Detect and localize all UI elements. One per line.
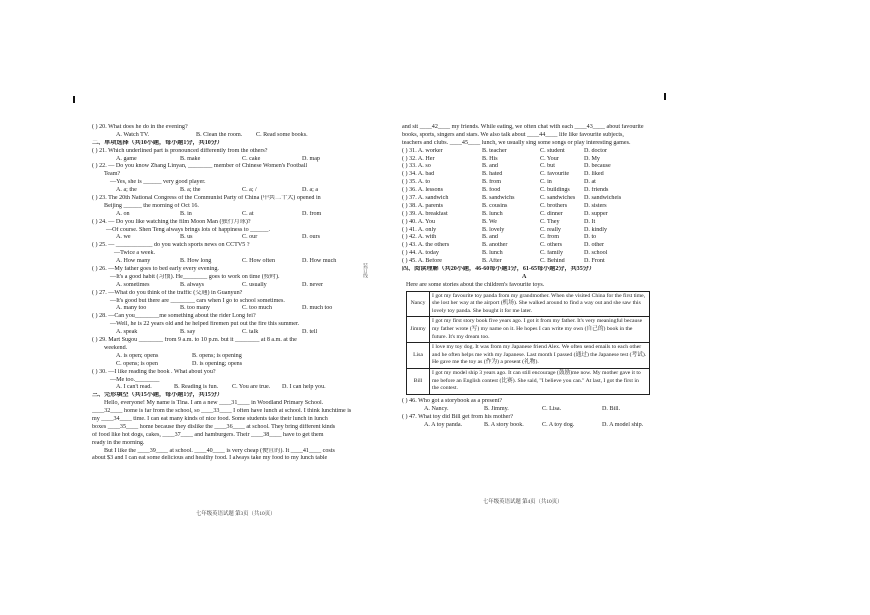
option-c: C. but <box>540 163 555 170</box>
option-d: D. It <box>584 218 596 225</box>
story-child-name: Jimmy <box>407 317 430 343</box>
option-b: B. from <box>482 179 501 186</box>
option-a: ( ) 44. A. today <box>402 250 439 257</box>
question-29-options-1: A. is open; opens B. opens; is opening <box>116 352 242 359</box>
question-47: ( ) 47. What toy did Bill get from his mother? <box>402 413 514 420</box>
option-c: C. family <box>540 250 564 257</box>
story-child-name: Nancy <box>407 291 430 317</box>
question-30: ( ) 30. —I like reading the book . What about you? <box>92 368 216 375</box>
option-d: D. sisters <box>584 202 607 209</box>
cloze-passage-continued <box>402 124 652 148</box>
question-46: ( ) 46. Who got a storybook as a present? <box>402 397 503 404</box>
story-text: I got my favourite toy panda from my grandmother. When she visited China for the first time, she lost her way at the airport (机场). She walked around to find a way out and she saw this lovely toy panda. She bought it for me later. <box>430 291 650 317</box>
passage-line: Hello, everyone! My name is Tina. I am a new ____31____ in Woodland Primary School. <box>104 400 324 407</box>
option-b: B. His <box>482 155 498 162</box>
option-c: C. dinner <box>540 210 563 217</box>
option-c: C. others <box>540 242 563 249</box>
question-29: ( ) 29. Mart Sugou ________ from 9 a.m. to 10 p.m. but it ________ at 8 a.m. at the <box>92 337 297 344</box>
cloze-passage <box>92 400 354 463</box>
stories-table <box>406 291 650 395</box>
option-b: B. another <box>482 242 508 249</box>
cloze-option-row <box>402 148 652 156</box>
option-a: ( ) 40. A. You <box>402 218 436 225</box>
option-c: C. sandwiches <box>540 195 576 202</box>
option-a: ( ) 32. A. Her <box>402 155 435 162</box>
story-row <box>407 317 650 343</box>
option-b: B. After <box>482 258 502 265</box>
passage-line: But I like the ____39____ at school. ____40____ is very cheap (便宜的). It ____41____ costs <box>104 447 335 454</box>
option-c: C. buildings <box>540 187 570 194</box>
question-28-options: A. speak B. say C. talk D. tell <box>116 329 318 336</box>
passage-line: and sit ____42____ my friends. While eating, we often chat with each ____43____ about favourite <box>402 124 644 130</box>
question-26: ( ) 26. —My father goes to bed early every evening. <box>92 266 219 273</box>
option-c: C. Your <box>540 155 559 162</box>
section-2-title: 二、单项选择（共10小题，每小题1分，共10分） <box>92 139 224 146</box>
question-23: ( ) 23. The 20th National Congress of the Communist Party of China (中共二十大) opened in <box>92 195 321 202</box>
cloze-option-row <box>402 203 652 211</box>
option-b: B. cousins <box>482 202 508 209</box>
option-d: D. to <box>584 234 597 241</box>
cloze-option-row <box>402 219 652 227</box>
question-24: ( ) 24. — Do you like watching the film Moon Man (独行月球)? <box>92 218 251 225</box>
question-26-options: A. sometimes B. always C. usually D. never <box>116 281 323 288</box>
story-child-name: Lisa <box>407 343 430 369</box>
passage-line: teachers and clubs. ____45____ lunch, we usually sing some songs or play interesting games. <box>402 139 631 146</box>
option-b: B. and <box>482 163 498 170</box>
option-d: D. liked <box>584 171 604 178</box>
passage-line: ____32____ home is far from the school, so ____33____ I often have lunch at school. I think lunchtime is <box>92 408 352 415</box>
story-row <box>407 369 650 395</box>
option-a: ( ) 37. A. sandwich <box>402 195 449 202</box>
option-d: D. Front <box>584 258 605 265</box>
page-3-footer: 七年级英语试题 第3页（共10页） <box>196 511 276 517</box>
option-a: ( ) 34. A. bad <box>402 171 435 178</box>
story-text: I love my toy dog. It was from my Japanese friend Alex. We often send emails to each other and he often helps me with my Japanese. Last month I passed (通过) the Japanese test (考试). He gave me the toy as (作为) a present (礼物). <box>430 343 650 369</box>
option-b: B. lunch <box>482 250 503 257</box>
option-b: B. hated <box>482 171 503 178</box>
cloze-option-row <box>402 156 652 164</box>
margin-mark-left <box>73 96 75 103</box>
question-24-options: A. we B. us C. our D. ours <box>116 234 320 241</box>
option-d: D. because <box>584 163 611 170</box>
option-a: ( ) 31. A. worker <box>402 147 443 154</box>
option-b: B. lovely <box>482 226 505 233</box>
margin-mark-right <box>664 93 666 100</box>
passage-line: ready in the morning. <box>92 439 145 446</box>
cloze-option-row <box>402 211 652 219</box>
option-a: ( ) 42. A. with <box>402 234 437 241</box>
story-row <box>407 291 650 317</box>
option-a: ( ) 41. A. only <box>402 226 437 233</box>
cloze-option-row <box>402 195 652 203</box>
option-a: ( ) 35. A. to <box>402 179 431 186</box>
story-text: I got my model ship 3 years ago. It can still encourage (鼓励)me now. My mother gave it to me before an English contest (比赛). She said, "I believe you can." At last, I got the first in the contest. <box>430 369 650 395</box>
question-22: ( ) 22. — Do you know Zhang Linyan, ________ member of Chinese Women's Football <box>92 163 308 170</box>
question-27-options: A. many too B. too many C. too much D. much too <box>116 305 333 312</box>
cloze-option-row <box>402 227 652 235</box>
question-25: ( ) 25. — ____________ do you watch sports news on CCTV5 ? <box>92 242 250 249</box>
part-a-heading: A <box>522 273 527 280</box>
option-b: B. sandwichs <box>482 195 515 202</box>
option-b: B. We <box>482 218 497 225</box>
cloze-option-row <box>402 163 652 171</box>
option-b: B. food <box>482 187 501 194</box>
option-b: B. teacher <box>482 147 507 154</box>
cloze-option-row <box>402 179 652 187</box>
option-b: B. lunch <box>482 210 503 217</box>
binding-side-label: 装订线 <box>362 263 367 278</box>
option-c: C. student <box>540 147 565 154</box>
reading-intro: Here are some stories about the children's favourite toys. <box>406 281 545 288</box>
option-b: B. and <box>482 234 498 241</box>
option-a: ( ) 43. A. the others <box>402 242 450 249</box>
cloze-options <box>402 148 652 266</box>
option-c: C. Behind <box>540 258 565 265</box>
option-c: C. from <box>540 234 559 241</box>
story-text: I got my first story book five years ago. I got it from my father. It's very meaningful because my father wrote (写) my name on it. He hopes I can write my own (自己的) book in the future. It's my dream too. <box>430 317 650 343</box>
question-46-options: A. Nancy. B. Jimmy. C. Lisa. D. Bill. <box>424 405 621 412</box>
question-21: ( ) 21. Which underlined part is pronounced differently from the others? <box>92 147 268 154</box>
option-a: ( ) 38. A. parents <box>402 202 443 209</box>
passage-line: my ____34____ time. I can eat many kinds of nice food. Some students take their lunch in lunch <box>92 415 328 422</box>
option-d: D. at <box>584 179 596 186</box>
option-d: D. supper <box>584 210 608 217</box>
page-4-footer: 七年级英语试题 第4页（共10页） <box>483 499 563 505</box>
option-c: C. really <box>540 226 561 233</box>
cloze-option-row <box>402 187 652 195</box>
question-22-options: A. a; the B. a; the C. a; / D. a; a <box>116 187 319 194</box>
option-d: D. doctor <box>584 147 608 154</box>
page-3-column: ( ) 20. What does he do in the evening? A. Watch TV. B. Clean the room. C. Read some books. 二、单项选择（共10小题，每小题1分，共10分） ( ) 21. Which underlined part is pronounced differently from the others? A. game B. make C. cake D. map ( ) 22. — Do you know Zhang Linyan, ________ member of Chinese Women's Football Team? —Yes, she is ______ very good player. A. a; the B. a; the C. a; / D. a; a ( ) 23. The 20th National Congress of the Communist Party of China (中共二十大) opened in Beijing ______ the morning of Oct 16. A. on B. in C. at D. from ( ) 24. — Do you like watching the film Moon Man (独行月球)? —Of course. Shen Teng always brings lots of happiness to ______. A. we B. us C. our D. ours ( ) 25. — ____________ do you watch sports news on CCTV5 ? —Twice a week. A. How many B. How long C. How often D. How much ( ) 26. —My father goes to bed early every evening. —It's a good habit (习惯). He________ goes to work on time (按时). A. sometimes B. always C. usually D. never ( ) 27. —What do you think of the traffic (交通) in Guanyun? —It's good but there are ________ cars when I go to school sometimes. A. many too B. too many C. too much D. much too ( ) 28. —Can you________me something about the rider Long fei? —Well, he is 22 years old and he helped firemen put out the fire this summer. A. speak B. say C. talk D. tell ( ) 29. Mart Sugou ________ from 9 a.m. to 10 p.m. but it ________ at 8 a.m. at the weekend. A. is open; opens B. opens; is opening C. opens; is open D. is opening; opens ( ) 30. —I like reading the book . What about you? —Me too.________ A. I can't read. B. Reading is fun. C. You are true. D. I can help you. 三、完形填空（共15小题，每小题1分，共15分） Hello, everyone! My name is Tina. I am a new ____31____ in Woodland Primary School. ____32____ home is far from the school, so ____33____ I often have lunch at school. I think lunchtime is my ____34____ time. I can eat many kinds of nice food. Some students take their lunch in lunch boxes ____35____ home because they dislike the ____36____ at school. They bring different kinds of food like hot dogs, cakes, ____37____ and hamburgers. Their ____38____ have to get them ready in the morning. But I like the ____39____ at school. ____40____ is very cheap (便宜的). It ____41____ costs about $3 and I can eat some delicious and healthy food. I always take my food to my lunch table <box>92 124 354 463</box>
passage-line: books, sports, singers and stars. We also talk about ____44____ life like favourite subjects, <box>402 131 624 138</box>
page-4-column <box>402 124 652 429</box>
question-20-options: A. Watch TV. B. Clean the room. C. Read some books. <box>116 131 308 138</box>
option-c: C. in <box>540 179 552 186</box>
cloze-option-row <box>402 250 652 258</box>
question-28: ( ) 28. —Can you________me something about the rider Long fei? <box>92 313 256 320</box>
option-a: ( ) 39. A. breakfast <box>402 210 448 217</box>
question-29-options-2: C. opens; is open D. is opening; opens <box>116 360 243 367</box>
passage-line: about $3 and I can eat some delicious and healthy food. I always take my food to my lunch table <box>92 455 328 462</box>
cloze-option-row <box>402 171 652 179</box>
option-a: ( ) 45. A. Before <box>402 258 442 265</box>
cloze-option-row <box>402 234 652 242</box>
option-d: D. other <box>584 242 604 249</box>
option-c: C. favourite <box>540 171 570 178</box>
section-4-title: 四、阅读理解（共20小题，46-60每小题1分，61-65每小题2分，共35分） <box>402 266 595 273</box>
passage-line: boxes ____35____ home because they dislike the ____36____ at school. They bring different kinds <box>92 423 336 430</box>
option-d: D. sandwicheis <box>584 195 622 202</box>
question-30-options: A. I can't read. B. Reading is fun. C. You are true. D. I can help you. <box>116 384 326 391</box>
option-c: C. They <box>540 218 560 225</box>
cloze-option-row <box>402 258 652 266</box>
question-20: ( ) 20. What does he do in the evening? <box>92 124 188 130</box>
option-d: D. kindly <box>584 226 608 233</box>
option-d: D. school <box>584 250 608 257</box>
passage-line: of food like hot dogs, cakes, ____37____ and hamburgers. Their ____38____ have to get them <box>92 431 324 438</box>
option-a: ( ) 33. A. so <box>402 163 431 170</box>
story-child-name: Bill <box>407 369 430 395</box>
option-c: C. brothers <box>540 202 568 209</box>
question-47-options: A. A toy panda. B. A story book. C. A toy dog. D. A model ship. <box>424 421 644 428</box>
cloze-option-row <box>402 242 652 250</box>
story-row <box>407 343 650 369</box>
section-3-title: 三、完形填空（共15小题，每小题1分，共15分） <box>92 392 224 399</box>
option-d: D. My <box>584 155 600 162</box>
question-21-options: A. game B. make C. cake D. map <box>116 155 320 162</box>
question-27: ( ) 27. —What do you think of the traffic (交通) in Guanyun? <box>92 289 243 296</box>
option-a: ( ) 36. A. lessons <box>402 187 443 194</box>
question-23-options: A. on B. in C. at D. from <box>116 210 322 217</box>
question-25-options: A. How many B. How long C. How often D. How much <box>116 258 337 265</box>
option-d: D. friends <box>584 187 609 194</box>
